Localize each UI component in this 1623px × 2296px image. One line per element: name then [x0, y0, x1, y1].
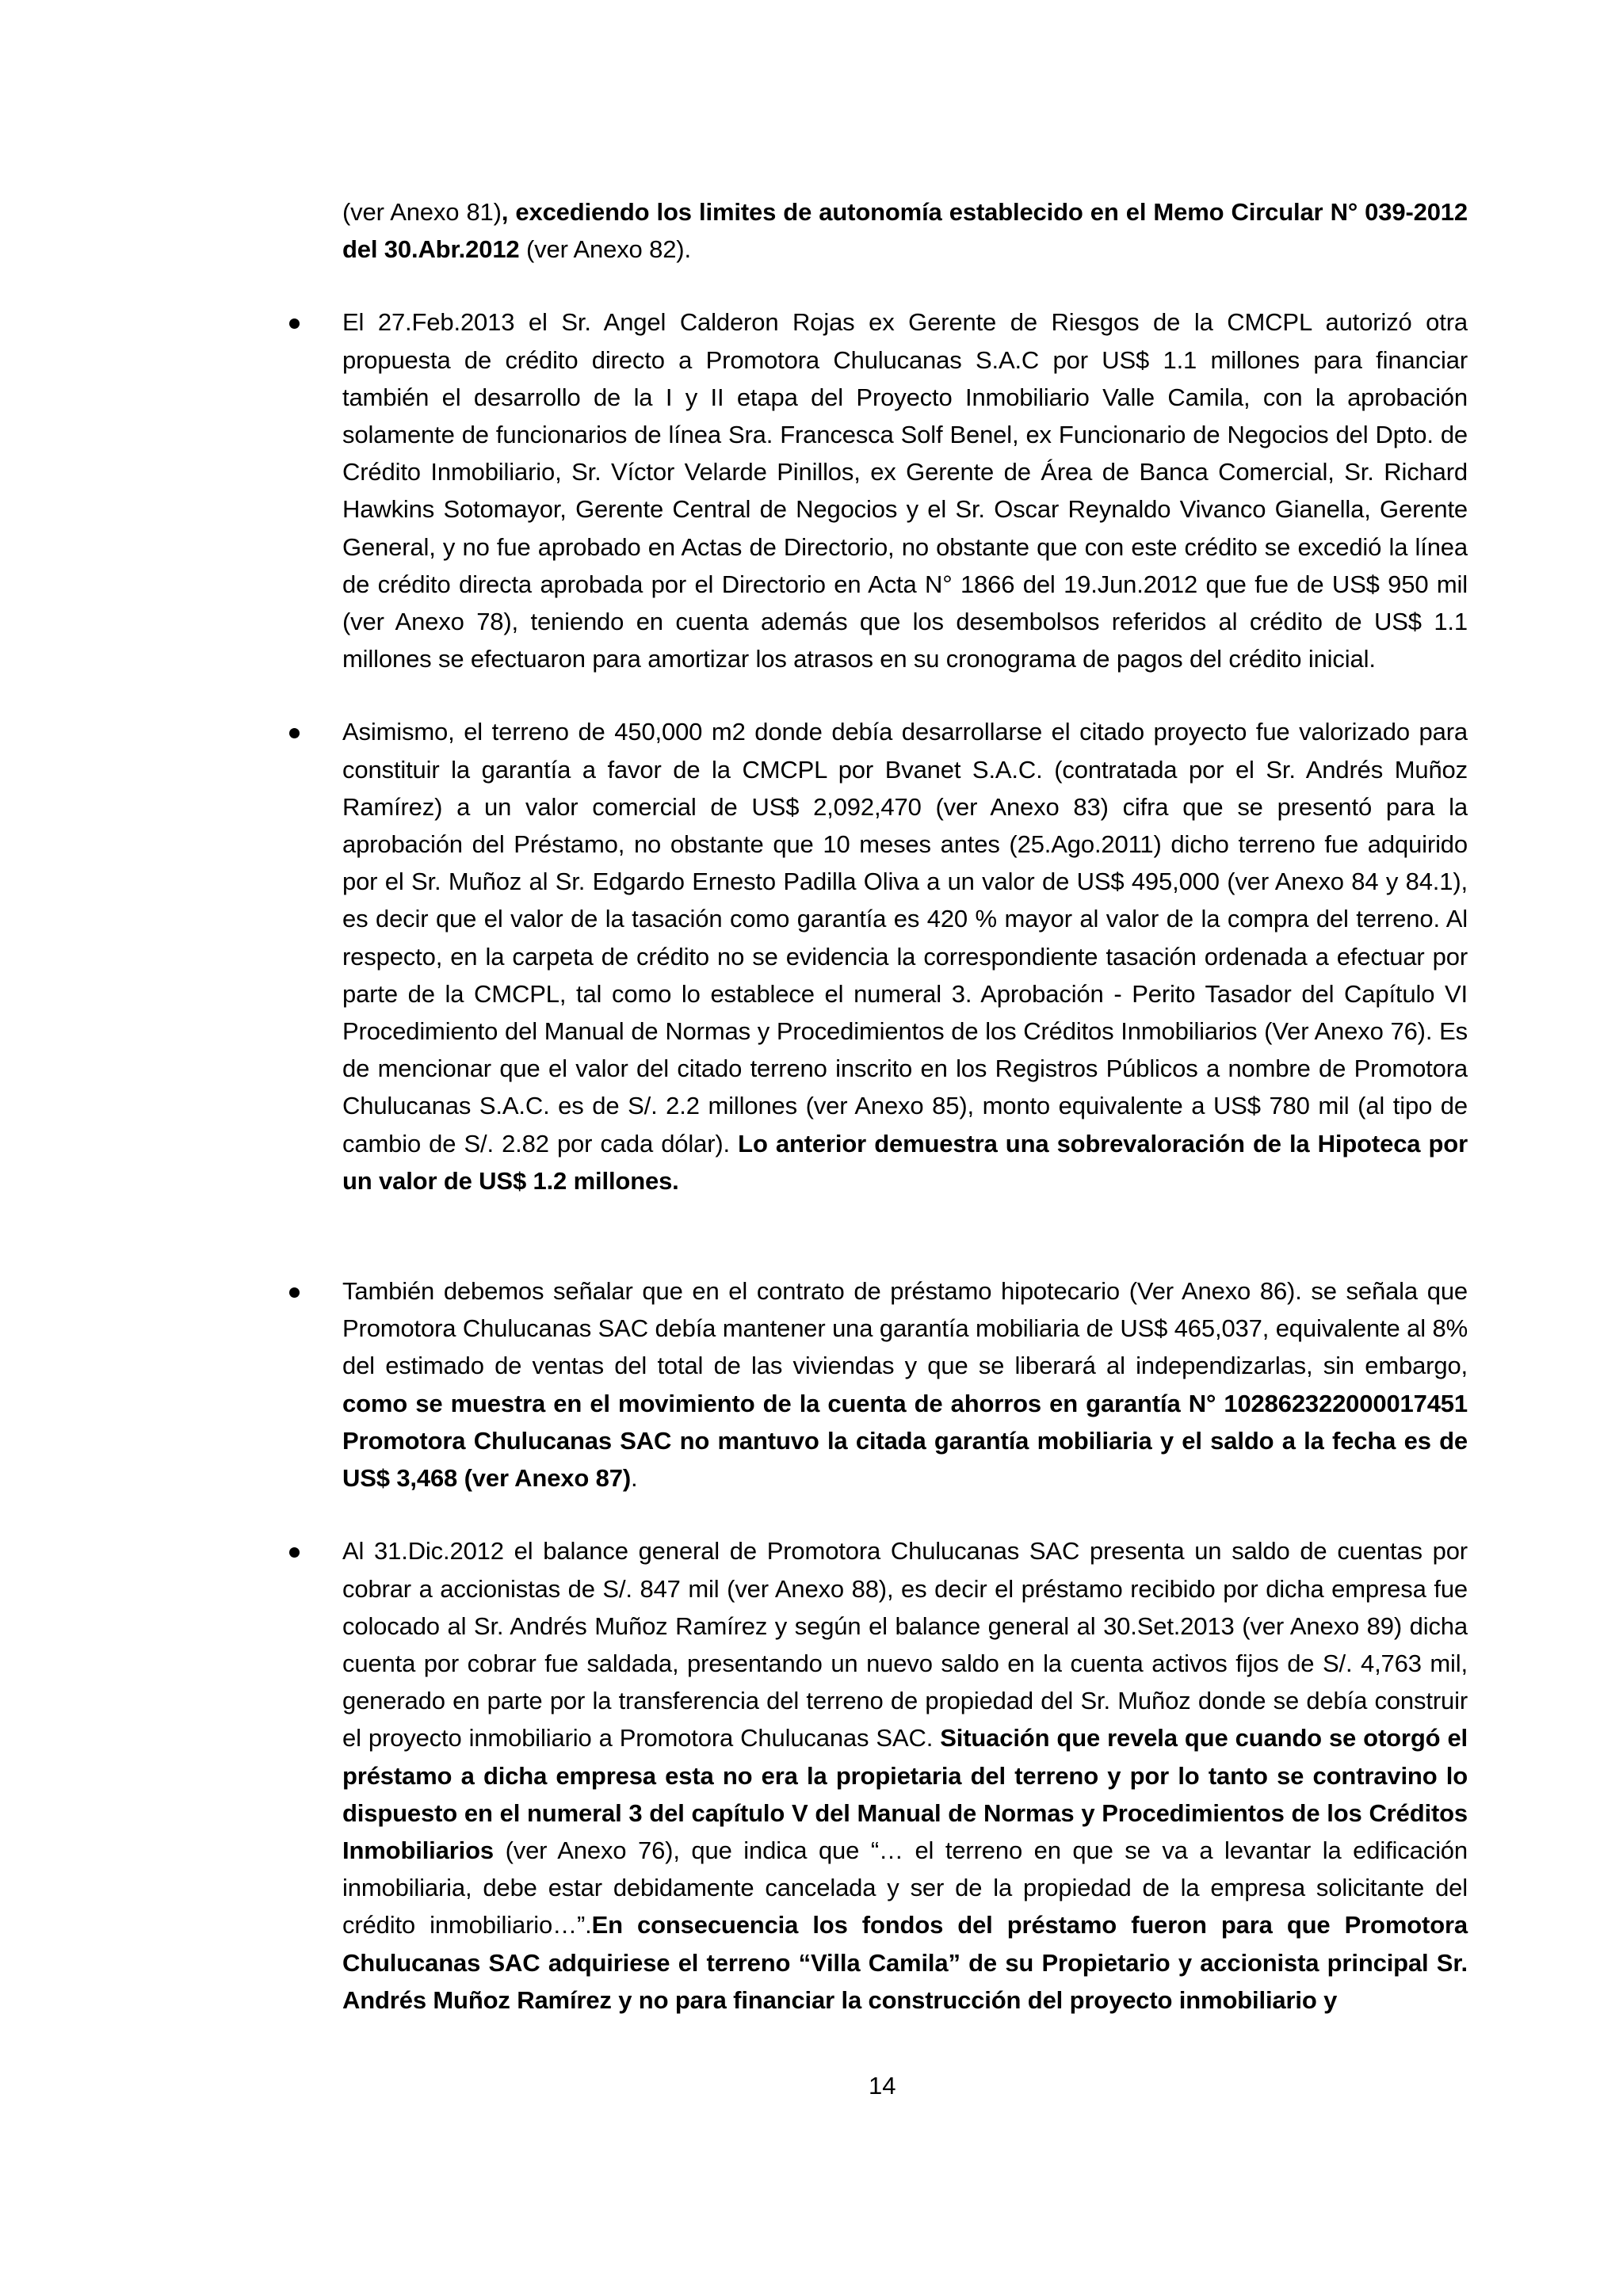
bullet-bold-text: Situación que revela que cuando se otorgó el préstamo a dicha empresa esta no era la propietaria del terreno y por lo tanto se contravino lo dispuesto en el numeral 3 del capítulo V del Manual de Normas y Procedimientos de los Créditos Inmobiliarios: [342, 1724, 1468, 1864]
bullet-paragraph: [342, 1532, 1468, 2019]
bullet-icon: [289, 728, 300, 738]
bullet-text-quote: (ver Anexo 76), que indica que “… el terreno en que se va a levantar la edificación inmobiliaria, debe estar debidamente cancelada y ser de la propiedad de la empresa solicitante del crédito inmobiliario…”.: [342, 1836, 1468, 1939]
bullet-text: También debemos señalar que en el contrato de préstamo hipotecario (Ver Anexo 86). se señala que Promotora Chulucanas SAC debía mantener una garantía mobiliaria de US$ 465,037, equivalente al 8% del estimado de ventas del total de las viviendas y que se liberará al independizarlas, sin embargo,: [342, 1277, 1468, 1380]
bullet-paragraph: [342, 1272, 1468, 1497]
intro-text-1: (ver Anexo 81): [342, 198, 502, 226]
continuation-paragraph: [342, 193, 1468, 268]
bullet-item-balance-sheet: [342, 1532, 1468, 2019]
bullet-item-credit-approval: [342, 303, 1468, 677]
bullet-text: Al 31.Dic.2012 el balance general de Promotora Chulucanas SAC presenta un saldo de cuentas por cobrar a accionistas de S/. 847 mil (ver Anexo 88), es decir el préstamo recibido por dicha empresa fue colocado al Sr. Andrés Muñoz Ramírez y según el balance general al 30.Set.2013 (ver Anexo 89) dicha cuenta por cobrar fue saldada, presentando un nuevo saldo en la cuenta activos fijos de S/. 4,763 mil, generado en parte por la transferencia del terreno de propiedad del Sr. Muñoz donde se debía construir el proyecto inmobiliario a Promotora Chulucanas SAC.: [342, 1537, 1468, 1753]
bullet-text-end: .: [631, 1464, 638, 1493]
bullet-icon: [289, 1287, 300, 1298]
bullet-paragraph: [342, 713, 1468, 1199]
bullet-icon: [289, 1547, 300, 1558]
intro-text-2: (ver Anexo 82).: [519, 235, 691, 264]
bullet-bold-text: Lo anterior demuestra una sobrevaloración de la Hipoteca por un valor de US$ 1.2 millones.: [342, 1129, 1468, 1195]
page-number: 14: [869, 2072, 896, 2100]
bullet-text: Asimismo, el terreno de 450,000 m2 donde debía desarrollarse el citado proyecto fue valorizado para constituir la garantía a favor de la CMCPL por Bvanet S.A.C. (contratada por el Sr. Andrés Muñoz Ramírez) a un valor comercial de US$ 2,092,470 (ver Anexo 83) cifra que se presentó para la aprobación del Préstamo, no obstante que 10 meses antes (25.Ago.2011) dicho terreno fue adquirido por el Sr. Muñoz al Sr. Edgardo Ernesto Padilla Oliva a un valor de US$ 495,000 (ver Anexo 84 y 84.1), es decir que el valor de la tasación como garantía es 420 % mayor al valor de la compra del terreno. Al respecto, en la carpeta de crédito no se evidencia la correspondiente tasación ordenada a efectuar por parte de la CMCPL, tal como lo establece el numeral 3. Aprobación - Perito Tasador del Capítulo VI Procedimiento del Manual de Normas y Procedimientos de los Créditos Inmobiliarios (Ver Anexo 76). Es de mencionar que el valor del citado terreno inscrito en los Registros Públicos a nombre de Promotora Chulucanas S.A.C. es de S/. 2.2 millones (ver Anexo 85), monto equivalente a US$ 780 mil (al tipo de cambio de S/. 2.82 por cada dólar).: [342, 718, 1468, 1158]
bullet-item-land-valuation: [342, 713, 1468, 1199]
bullet-item-mortgage-guarantee: [342, 1272, 1468, 1497]
intro-bold-text: , excediendo los limites de autonomía establecido en el Memo Circular N° 039-2012 del 30.Abr.2012: [342, 198, 1468, 264]
document-body: [342, 193, 1468, 2019]
bullet-icon: [289, 318, 300, 329]
bullet-bold-conclusion: En consecuencia los fondos del préstamo fueron para que Promotora Chulucanas SAC adquiriese el terreno “Villa Camila” de su Propietario y accionista principal Sr. Andrés Muñoz Ramírez y no para financiar la construcción del proyecto inmobiliario y: [342, 1911, 1468, 2014]
bullet-paragraph: El 27.Feb.2013 el Sr. Angel Calderon Rojas ex Gerente de Riesgos de la CMCPL autorizó otra propuesta de crédito directo a Promotora Chulucanas S.A.C por US$ 1.1 millones para financiar también el desarrollo de la I y II etapa del Proyecto Inmobiliario Valle Camila, con la aprobación solamente de funcionarios de línea Sra. Francesca Solf Benel, ex Funcionario de Negocios del Dpto. de Crédito Inmobiliario, Sr. Víctor Velarde Pinillos, ex Gerente de Área de Banca Comercial, Sr. Richard Hawkins Sotomayor, Gerente Central de Negocios y el Sr. Oscar Reynaldo Vivanco Gianella, Gerente General, y no fue aprobado en Actas de Directorio, no obstante que con este crédito se excedió la línea de crédito directa aprobada por el Directorio en Acta N° 1866 del 19.Jun.2012 que fue de US$ 950 mil (ver Anexo 78), teniendo en cuenta además que los desembolsos referidos al crédito de US$ 1.1 millones se efectuaron para amortizar los atrasos en su cronograma de pagos del crédito inicial.: [342, 308, 1468, 673]
bullet-bold-text: como se muestra en el movimiento de la cuenta de ahorros en garantía N° 102862322000017451 Promotora Chulucanas SAC no mantuvo la citada garantía mobiliaria y el saldo a la fecha es de US$ 3,468 (ver Anexo 87): [342, 1389, 1468, 1493]
